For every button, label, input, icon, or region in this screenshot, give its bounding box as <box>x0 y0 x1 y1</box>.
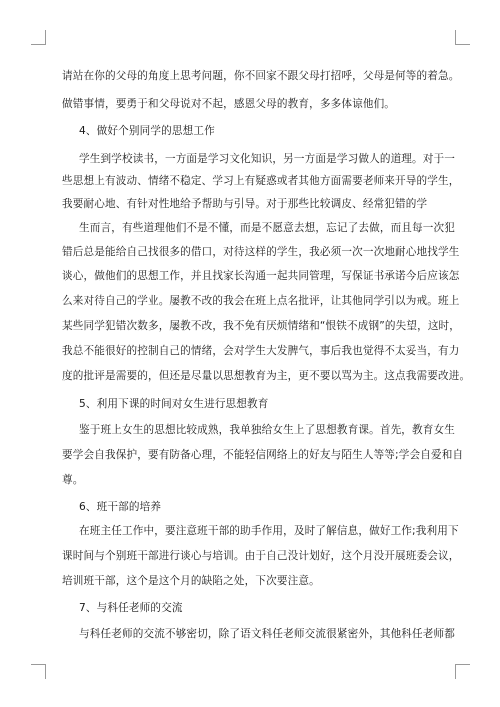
paragraph-line: 学生到学校读书，一方面是学习文化知识，另一方面是学习做人的道理。对于一 <box>79 153 456 165</box>
paragraph-line: 生而言，有些道理他们不是不懂，而是不愿意去想，忘记了去做，而且每一次犯 <box>79 222 456 234</box>
paragraph-line: 些思想上有波动、情绪不稳定、学习上有疑惑或者其他方面需要老师来开导的学生， <box>62 175 460 187</box>
paragraph-line: 尊。 <box>62 474 84 486</box>
paragraph-line: 错后总是能给自己找很多的借口，对待这样的学生，我必须一次一次地耐心地找学生 <box>62 246 460 258</box>
paragraph-line: 要学会自我保护，要有防备心理，不能轻信网络上的好友与陌生人等等;学会自爱和自 <box>62 449 464 461</box>
paragraph-line: 请站在你的父母的角度上思考问题，你不回家不跟父母打招呼，父母是何等的着急。 <box>62 70 460 82</box>
paragraph-line: 鉴于班上女生的思想比较成熟，我单独给女生上了思想教育课。首先，教育女生 <box>79 424 456 436</box>
paragraph-line: 做错事情，要勇于和父母说对不起，感恩父母的教育，多多体谅他们。 <box>62 98 396 110</box>
paragraph-line: 与科任老师的交流不够密切，除了语文科任老师交流很紧密外，其他科任老师都 <box>79 628 456 640</box>
paragraph-line: 课时间与个别班干部进行谈心与培训。由于自己没计划好，这个月没开展班委会议， <box>62 550 460 562</box>
paragraph-line: 我总不能很好的控制自己的情绪，会对学生大发脾气，事后我也觉得不太妥当，有力 <box>62 345 460 357</box>
paragraph-line: 我要耐心地、有针对性地给予帮助与引导。对于那些比较调皮、经常犯错的学 <box>62 198 428 210</box>
section-heading: 6、班干部的培养 <box>79 501 162 513</box>
paragraph-line: 某些同学犯错次数多，屡教不改，我不免有厌烦情绪和“恨铁不成钢”的失望，这时， <box>62 320 461 332</box>
crop-mark-top-right <box>455 30 470 45</box>
paragraph-line: 培训班干部，这个是这个月的缺陷之处，下次要注意。 <box>62 575 320 587</box>
crop-mark-top-left <box>31 30 46 45</box>
crop-mark-bottom-right <box>455 664 470 679</box>
paragraph-line: 谈心，做他们的思想工作，并且找家长沟通一起共同管理，写保证书承诺今后应该怎 <box>62 270 460 282</box>
paragraph-line: 度的批评是需要的，但还是尽量以思想教育为主，更不要以骂为主。这点我需要改进。 <box>62 370 471 382</box>
paragraph-line: 么来对待自己的学业。屡教不改的我会在班上点名批评，让其他同学引以为戒。班上 <box>62 295 460 307</box>
section-heading: 4、做好个别同学的思想工作 <box>79 125 215 137</box>
crop-mark-bottom-left <box>31 664 46 679</box>
paragraph-line: 在班主任工作中，要注意班干部的助手作用，及时了解信息，做好工作;我利用下 <box>79 525 459 537</box>
section-heading: 7、与科任老师的交流 <box>79 602 183 614</box>
section-heading: 5、利用下课的时间对女生进行思想教育 <box>79 398 269 410</box>
